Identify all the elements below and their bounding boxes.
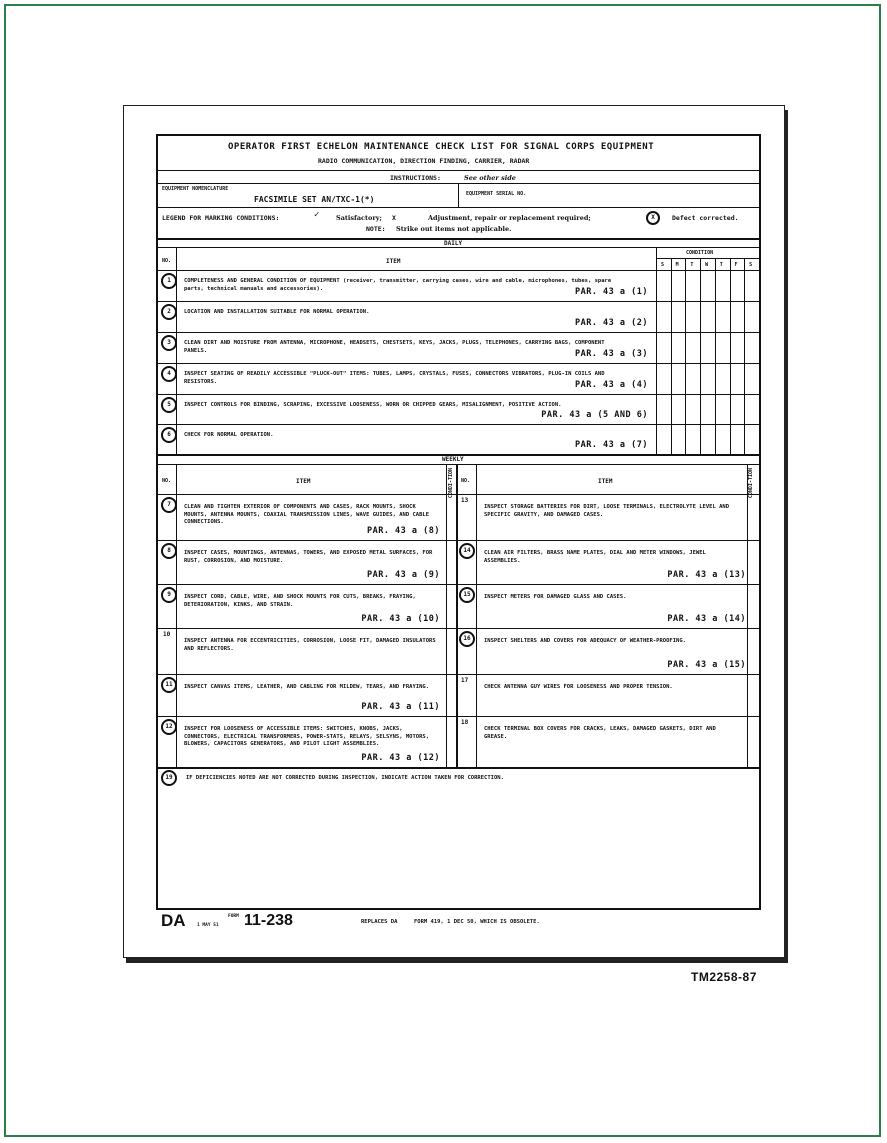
weekly-item-par: PAR. 43 a (15) (667, 660, 746, 670)
condition-day-label: S (660, 262, 664, 268)
weekly-item-text: INSPECT CANVAS ITEMS, LEATHER, AND CABLING FOR MILDEW, TEARS, AND FRAYING. (184, 684, 430, 690)
weekly-item-text: INSPECT STORAGE BATTERIES FOR DIRT, LOOSE TERMINALS, ELECTROLYTE LEVEL AND SPECIFIC GRAVITY, AND DAMAGED CASES. (484, 504, 730, 518)
form-subtitle: RADIO COMMUNICATION, DIRECTION FINDING, CARRIER, RADAR (318, 157, 530, 165)
item-number-circled: 4 (161, 366, 177, 382)
item-number-circled: 1 (161, 273, 177, 289)
serial-label: EQUIPMENT SERIAL NO. (466, 191, 527, 197)
item-number-circled: 15 (459, 587, 475, 603)
instructions-label: INSTRUCTIONS: (390, 174, 441, 182)
weekly-item-par: PAR. 43 a (9) (366, 570, 440, 580)
footer-da: DA (161, 911, 186, 930)
daily-item-par: PAR. 43 a (7) (574, 440, 648, 450)
condition-day-label: T (690, 262, 694, 268)
weekly-item-par: PAR. 43 a (11) (361, 702, 440, 712)
daily-item-par: PAR. 43 a (4) (574, 380, 648, 390)
legend-adjustment: Adjustment, repair or replacement required; (428, 214, 591, 222)
item-number-circled: 5 (161, 397, 177, 413)
condition-day-label: F (734, 262, 738, 268)
daily-item-par: PAR. 43 a (2) (574, 318, 648, 328)
weekly-item-par: PAR. 43 a (13) (667, 570, 746, 580)
daily-item-text: INSPECT CONTROLS FOR BINDING, SCRAPING, EXCESSIVE LOOSENESS, WORN OR CHIPPED GEARS, MISALIGNMENT, POSITIVE ACTION. (184, 402, 562, 408)
footer-form-label: FORM (228, 914, 239, 919)
legend-defect: Defect corrected. (672, 214, 739, 222)
daily-item-par: PAR. 43 a (5 AND 6) (541, 410, 648, 420)
footer-replaces: REPLACES DA FORM 419, 1 DEC 50, WHICH IS OBSOLETE. (361, 919, 540, 925)
note-label: NOTE: (366, 225, 386, 233)
item-number-circled: 12 (161, 719, 177, 735)
legend-check: ✓ (314, 210, 320, 220)
weekly-item-par: PAR. 43 a (12) (361, 753, 440, 763)
condition-day-label: W (705, 262, 709, 268)
condition-header: CONDITION (686, 250, 714, 256)
form-title: OPERATOR FIRST ECHELON MAINTENANCE CHECK LIST FOR SIGNAL CORPS EQUIPMENT (228, 142, 655, 152)
weekly-item-text: INSPECT FOR LOOSENESS OF ACCESSIBLE ITEMS: SWITCHES, KNOBS, JACKS, CONNECTORS, ELECTRICAL TRANSFORMERS, POWER-STATS, RELAYS, SELSYNS, MOTORS, BLOWERS, CAPACITORS GENERATORS, AND PILOT LIGHT ASSEMBLIES. (184, 726, 430, 747)
nomenclature-value: FACSIMILE SET AN/TXC-1(*) (254, 195, 375, 204)
weekly-item-par: PAR. 43 a (10) (361, 614, 440, 624)
item-number: 13 (461, 497, 469, 504)
condition-day-label: S (749, 262, 753, 268)
item-number-circled: 7 (161, 497, 177, 513)
item-number-circled: 3 (161, 335, 177, 351)
weekly-item-header-right: ITEM (598, 478, 613, 485)
nomenclature-label: EQUIPMENT NOMENCLATURE (162, 186, 229, 192)
daily-item-text: LOCATION AND INSTALLATION SUITABLE FOR NORMAL OPERATION. (184, 309, 370, 315)
daily-section-label: DAILY (444, 240, 463, 247)
weekly-item-text: INSPECT CORD, CABLE, WIRE, AND SHOCK MOUNTS FOR CUTS, BREAKS, FRAYING, DETERIORATION, KINKS, AND STRAIN. (184, 594, 416, 608)
weekly-item-par: PAR. 43 a (8) (366, 526, 440, 536)
daily-item-par: PAR. 43 a (3) (574, 349, 648, 359)
item-number-circled: 14 (459, 543, 475, 559)
weekly-item-header-left: ITEM (296, 478, 311, 485)
legend-satisfactory: Satisfactory; (336, 214, 382, 222)
condition-day-label: M (675, 262, 679, 268)
weekly-item-text: INSPECT CASES, MOUNTINGS, ANTENNAS, TOWERS, AND EXPOSED METAL SURFACES, FOR RUST, CORROSION, AND MOISTURE. (184, 550, 433, 564)
daily-item-text: CHECK FOR NORMAL OPERATION. (184, 432, 274, 438)
weekly-cond-header-right: CONDI-TION (748, 468, 754, 499)
weekly-item-text: CLEAN AND TIGHTEN EXTERIOR OF COMPONENTS AND CASES, RACK MOUNTS, SHOCK MOUNTS, ANTENNA MOUNTS, COAXIAL TRANSMISSION LINES, WAVE GUIDES, AND CABLE CONNECTIONS. (184, 504, 430, 525)
daily-item-text: COMPLETENESS AND GENERAL CONDITION OF EQUIPMENT (receiver, transmitter, carrying cases, wire and cable, microphones, tubes, spare parts, technical manuals and accessories). (184, 278, 612, 292)
legend-label: LEGEND FOR MARKING CONDITIONS: (162, 214, 280, 222)
final-item-text: IF DEFICIENCIES NOTED ARE NOT CORRECTED DURING INSPECTION, INDICATE ACTION TAKEN FOR CORRECTION. (186, 775, 504, 781)
daily-item-header: ITEM (386, 258, 401, 265)
daily-item-text: CLEAN DIRT AND MOISTURE FROM ANTENNA, MICROPHONE, HEADSETS, CHESTSETS, KEYS, JACKS, PLUGS, TELEPHONES, CARRYING BAGS, COMPONENT PANELS. (184, 340, 605, 354)
weekly-section-label: WEEKLY (442, 456, 464, 463)
daily-item-par: PAR. 43 a (1) (574, 287, 648, 297)
weekly-no-header-left: NO. (162, 478, 172, 484)
footer-form-number: 11-238 (244, 912, 293, 929)
weekly-item-text: CLEAN AIR FILTERS, BRASS NAME PLATES, DIAL AND METER WINDOWS, JEWEL ASSEMBLIES. (484, 550, 706, 564)
weekly-item-text: CHECK ANTENNA GUY WIRES FOR LOOSENESS AND PROPER TENSION. (484, 684, 673, 690)
item-number-circled: 11 (161, 677, 177, 693)
figure-id: TM2258-87 (691, 970, 757, 984)
form-border (156, 134, 761, 910)
legend-circle-x: X (646, 211, 660, 225)
weekly-item-par: PAR. 43 a (14) (667, 614, 746, 624)
item-number: 18 (461, 719, 469, 726)
note-text: Strike out items not applicable. (396, 225, 512, 233)
daily-item-text: INSPECT SEATING OF READILY ACCESSIBLE "PLUCK-OUT" ITEMS: TUBES, LAMPS, CRYSTALS, FUSES, CONNECTORS VIBRATORS, PLUG-IN COILS AND RESISTORS. (184, 371, 605, 385)
item-number: 10 (163, 631, 171, 638)
item-number: 17 (461, 677, 469, 684)
daily-no-header: NO. (162, 258, 172, 264)
item-number-circled: 9 (161, 587, 177, 603)
weekly-cond-header-left: CONDI-TION (448, 468, 454, 499)
footer-date: 1 MAY 51 (197, 923, 219, 928)
weekly-item-text: CHECK TERMINAL BOX COVERS FOR CRACKS, LEAKS, DAMAGED GASKETS, DIRT AND GREASE. (484, 726, 716, 740)
condition-day-label: T (719, 262, 723, 268)
weekly-item-text: INSPECT METERS FOR DAMAGED GLASS AND CASES. (484, 594, 627, 600)
item-number-circled: 2 (161, 304, 177, 320)
weekly-item-text: INSPECT SHELTERS AND COVERS FOR ADEQUACY OF WEATHER-PROOFING. (484, 638, 686, 644)
item-number-circled: 6 (161, 427, 177, 443)
item-number-circled: 8 (161, 543, 177, 559)
item-number-circled: 16 (459, 631, 475, 647)
instructions-text: See other side (464, 174, 516, 182)
item-number-circled: 19 (161, 770, 177, 786)
weekly-no-header-right: NO. (461, 478, 471, 484)
legend-x: X (392, 214, 396, 222)
weekly-item-text: INSPECT ANTENNA FOR ECCENTRICITIES, CORROSION, LOOSE FIT, DAMAGED INSULATORS AND REFLECTORS. (184, 638, 436, 652)
